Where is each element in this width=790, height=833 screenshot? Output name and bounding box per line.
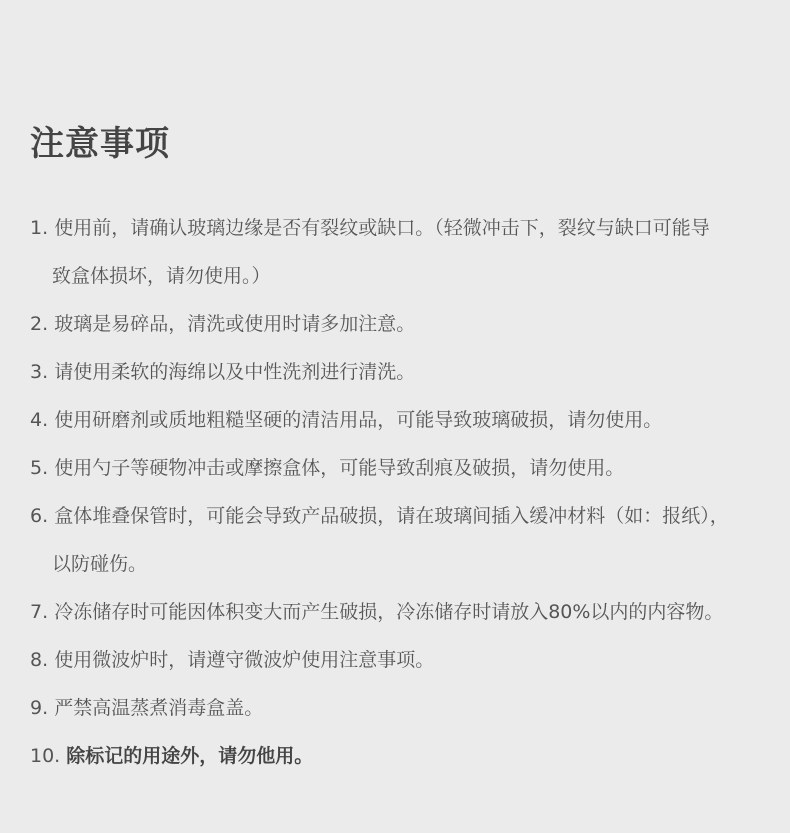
note-text: 严禁高温蒸煮消毒盒盖。	[54, 697, 264, 719]
note-line	[30, 348, 760, 396]
note-line	[30, 204, 760, 252]
note-text: 玻璃是易碎品，清洗或使用时请多加注意。	[54, 313, 416, 335]
note-line	[30, 492, 760, 540]
note-item-9	[30, 684, 760, 732]
note-number: 9.	[30, 697, 49, 719]
note-text: 盒体堆叠保管时，可能会导致产品破损，请在玻璃间插入缓冲材料（如：报纸），	[54, 505, 729, 527]
note-line	[30, 684, 760, 732]
notes-list	[30, 204, 760, 780]
note-item-10	[30, 732, 760, 780]
note-line	[30, 396, 760, 444]
note-text: 使用微波炉时，请遵守微波炉使用注意事项。	[54, 649, 435, 671]
note-item-3	[30, 348, 760, 396]
note-text: 致盒体损坏，请勿使用。）	[52, 265, 271, 287]
note-text: 除标记的用途外，请勿他用。	[66, 745, 314, 767]
note-number: 10.	[30, 745, 61, 767]
note-line-continued	[30, 540, 760, 588]
note-line	[30, 444, 760, 492]
note-item-1	[30, 204, 760, 300]
note-item-4	[30, 396, 760, 444]
note-line	[30, 300, 760, 348]
note-number: 8.	[30, 649, 49, 671]
note-text: 使用勺子等硬物冲击或摩擦盒体，可能导致刮痕及破损，请勿使用。	[54, 457, 625, 479]
note-item-2	[30, 300, 760, 348]
note-text: 使用前，请确认玻璃边缘是否有裂纹或缺口。（轻微冲击下，裂纹与缺口可能导	[54, 217, 710, 239]
page-title: 注意事项	[30, 124, 170, 164]
note-text: 使用研磨剂或质地粗糙坚硬的清洁用品，可能导致玻璃破损，请勿使用。	[54, 409, 663, 431]
note-line	[30, 732, 760, 780]
note-number: 1.	[30, 217, 49, 239]
note-line-continued	[30, 252, 760, 300]
note-item-6	[30, 492, 760, 588]
note-text: 请使用柔软的海绵以及中性洗剂进行清洗。	[54, 361, 416, 383]
note-number: 4.	[30, 409, 49, 431]
note-text: 冷冻储存时可能因体积变大而产生破损，冷冻储存时请放入80%以内的内容物。	[54, 601, 724, 623]
note-number: 7.	[30, 601, 49, 623]
note-number: 2.	[30, 313, 49, 335]
note-line	[30, 588, 760, 636]
note-number: 3.	[30, 361, 49, 383]
note-number: 5.	[30, 457, 49, 479]
note-text: 以防碰伤。	[52, 553, 148, 575]
note-item-8	[30, 636, 760, 684]
note-item-7	[30, 588, 760, 636]
note-number: 6.	[30, 505, 49, 527]
note-item-5	[30, 444, 760, 492]
note-line	[30, 636, 760, 684]
